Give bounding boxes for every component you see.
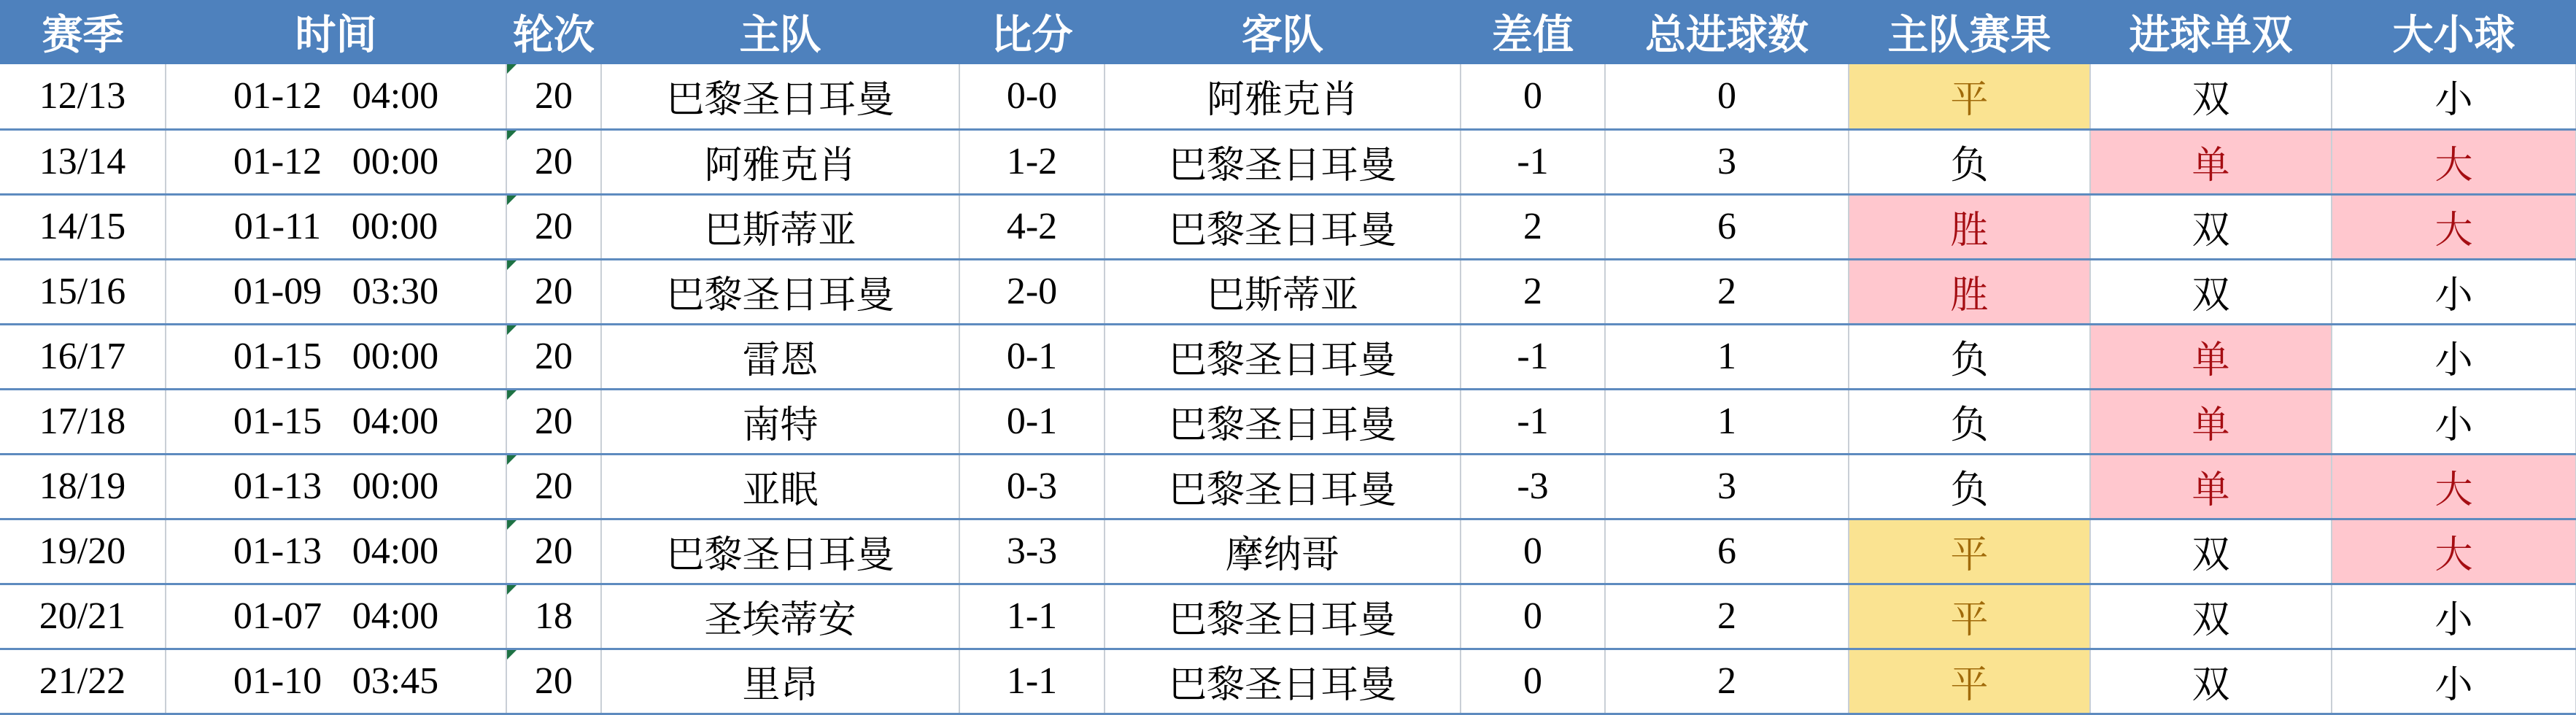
cell-result-value: 胜 <box>1950 210 1989 252</box>
cell-odd_even[interactable] <box>2090 584 2332 649</box>
cell-away-value: 巴黎圣日耳曼 <box>1168 145 1396 188</box>
cell-goals[interactable] <box>1605 519 1849 584</box>
cell-size[interactable] <box>2332 389 2576 454</box>
cell-home[interactable] <box>601 649 959 714</box>
cell-time-value: 01-12 04:00 <box>233 75 439 117</box>
cell-odd_even-value: 双 <box>2192 80 2230 122</box>
table-row <box>0 324 2576 389</box>
cell-away-value: 摩纳哥 <box>1225 535 1339 577</box>
cell-result-value: 负 <box>1950 340 1989 382</box>
cell-goals-value: 3 <box>1717 141 1736 183</box>
cell-home[interactable] <box>601 324 959 389</box>
cell-size-value: 小 <box>2434 405 2473 447</box>
cell-season[interactable] <box>0 389 166 454</box>
cell-result[interactable] <box>1849 389 2090 454</box>
cell-odd_even-value: 双 <box>2192 275 2230 317</box>
cell-diff-value: 2 <box>1523 271 1542 313</box>
number-stored-as-text-indicator-icon <box>507 196 517 205</box>
cell-result-value: 平 <box>1950 600 1989 642</box>
cell-goals-value: 0 <box>1717 75 1736 117</box>
table-row <box>0 389 2576 454</box>
column-header-round[interactable]: 轮次 <box>513 13 595 58</box>
cell-goals[interactable] <box>1605 389 1849 454</box>
cell-score[interactable] <box>959 519 1105 584</box>
cell-home[interactable] <box>601 389 959 454</box>
cell-home[interactable] <box>601 64 959 129</box>
cell-away[interactable] <box>1105 454 1461 519</box>
cell-odd_even[interactable] <box>2090 649 2332 714</box>
cell-time-value: 01-13 00:00 <box>233 465 439 508</box>
number-stored-as-text-indicator-icon <box>507 260 517 270</box>
cell-home-value: 巴黎圣日耳曼 <box>666 80 894 122</box>
cell-goals[interactable] <box>1605 64 1849 129</box>
cell-season[interactable] <box>0 519 166 584</box>
cell-diff[interactable] <box>1461 584 1605 649</box>
cell-odd_even-value: 双 <box>2192 210 2230 252</box>
cell-goals-value: 2 <box>1717 271 1736 313</box>
cell-score-value: 4-2 <box>1006 206 1058 248</box>
cell-diff[interactable] <box>1461 129 1605 194</box>
cell-season-value: 15/16 <box>39 271 126 313</box>
cell-result[interactable] <box>1849 649 2090 714</box>
cell-home-value: 巴黎圣日耳曼 <box>666 275 894 317</box>
cell-round[interactable] <box>506 519 601 584</box>
cell-home-value: 巴斯蒂亚 <box>704 210 856 252</box>
cell-season-value: 13/14 <box>39 141 126 183</box>
cell-season-value: 12/13 <box>39 75 126 117</box>
cell-odd_even-value: 双 <box>2192 535 2230 577</box>
number-stored-as-text-indicator-icon <box>507 390 517 400</box>
cell-season[interactable] <box>0 584 166 649</box>
cell-season[interactable] <box>0 649 166 714</box>
cell-score-value: 1-1 <box>1006 595 1058 638</box>
cell-home[interactable] <box>601 129 959 194</box>
cell-round[interactable] <box>506 129 601 194</box>
cell-round-value: 20 <box>535 141 573 183</box>
cell-time-value: 01-09 03:30 <box>233 271 439 313</box>
cell-odd_even[interactable] <box>2090 519 2332 584</box>
cell-goals[interactable] <box>1605 584 1849 649</box>
cell-result-value: 负 <box>1950 470 1989 512</box>
cell-size-value: 小 <box>2434 275 2473 317</box>
cell-time-value: 01-10 03:45 <box>233 660 439 703</box>
cell-away[interactable] <box>1105 584 1461 649</box>
table-row <box>0 64 2576 129</box>
cell-season-value: 14/15 <box>39 206 126 248</box>
cell-goals[interactable] <box>1605 194 1849 259</box>
cell-result[interactable] <box>1849 584 2090 649</box>
cell-round-value: 20 <box>535 401 573 443</box>
cell-odd_even-value: 双 <box>2192 600 2230 642</box>
cell-goals[interactable] <box>1605 129 1849 194</box>
cell-time-value: 01-12 00:00 <box>233 141 439 183</box>
cell-result-value: 负 <box>1950 405 1989 447</box>
cell-season[interactable] <box>0 129 166 194</box>
column-header-odd_even[interactable]: 进球单双 <box>2129 13 2293 58</box>
cell-score-value: 0-1 <box>1006 336 1058 378</box>
cell-score[interactable] <box>959 64 1105 129</box>
cell-diff-value: -1 <box>1517 336 1549 378</box>
cell-away[interactable] <box>1105 389 1461 454</box>
cell-odd_even[interactable] <box>2090 64 2332 129</box>
table-row <box>0 649 2576 714</box>
cell-season-value: 20/21 <box>39 595 126 638</box>
column-header-score[interactable]: 比分 <box>991 13 1073 58</box>
cell-round-value: 20 <box>535 336 573 378</box>
cell-away[interactable] <box>1105 519 1461 584</box>
cell-result-value: 负 <box>1950 145 1989 188</box>
cell-time-value: 01-13 04:00 <box>233 530 439 573</box>
cell-odd_even-value: 单 <box>2192 145 2230 188</box>
cell-time[interactable] <box>166 454 506 519</box>
cell-home-value: 阿雅克肖 <box>704 145 856 188</box>
cell-result-value: 平 <box>1950 535 1989 577</box>
number-stored-as-text-indicator-icon <box>507 520 517 530</box>
cell-round-value: 18 <box>535 595 573 638</box>
cell-size[interactable] <box>2332 129 2576 194</box>
cell-size[interactable] <box>2332 194 2576 259</box>
cell-goals[interactable] <box>1605 324 1849 389</box>
column-header-away[interactable]: 客队 <box>1242 13 1323 58</box>
cell-home-value: 南特 <box>742 405 819 447</box>
cell-goals-value: 6 <box>1717 530 1736 573</box>
cell-result-value: 平 <box>1950 80 1989 122</box>
cell-score-value: 0-0 <box>1006 75 1058 117</box>
cell-round[interactable] <box>506 64 601 129</box>
cell-result[interactable] <box>1849 324 2090 389</box>
cell-size-value: 大 <box>2434 470 2473 512</box>
cell-round-value: 20 <box>535 660 573 703</box>
cell-size[interactable] <box>2332 324 2576 389</box>
cell-score-value: 0-1 <box>1006 401 1058 443</box>
cell-score-value: 2-0 <box>1006 271 1058 313</box>
cell-size-value: 大 <box>2434 210 2473 252</box>
number-stored-as-text-indicator-icon <box>507 650 517 660</box>
cell-season[interactable] <box>0 64 166 129</box>
cell-goals-value: 1 <box>1717 336 1736 378</box>
cell-size[interactable] <box>2332 64 2576 129</box>
cell-time[interactable] <box>166 194 506 259</box>
cell-time-value: 01-07 04:00 <box>233 595 439 638</box>
cell-diff[interactable] <box>1461 259 1605 324</box>
cell-time[interactable] <box>166 519 506 584</box>
table-row <box>0 584 2576 649</box>
cell-diff[interactable] <box>1461 324 1605 389</box>
header-row <box>0 0 2576 64</box>
cell-result[interactable] <box>1849 454 2090 519</box>
cell-score[interactable] <box>959 454 1105 519</box>
cell-size-value: 小 <box>2434 665 2473 707</box>
cell-size[interactable] <box>2332 584 2576 649</box>
cell-round[interactable] <box>506 649 601 714</box>
cell-result-value: 平 <box>1950 665 1989 707</box>
cell-season-value: 17/18 <box>39 401 126 443</box>
cell-away[interactable] <box>1105 259 1461 324</box>
cell-home-value: 亚眠 <box>742 470 819 512</box>
cell-away-value: 巴黎圣日耳曼 <box>1168 470 1396 512</box>
cell-time[interactable] <box>166 649 506 714</box>
cell-diff-value: 0 <box>1523 595 1542 638</box>
cell-size-value: 小 <box>2434 600 2473 642</box>
cell-season-value: 21/22 <box>39 660 126 703</box>
table-row <box>0 194 2576 259</box>
cell-size[interactable] <box>2332 259 2576 324</box>
cell-season-value: 19/20 <box>39 530 126 573</box>
number-stored-as-text-indicator-icon <box>507 64 517 74</box>
column-header-goals[interactable]: 总进球数 <box>1645 13 1809 58</box>
cell-time[interactable] <box>166 389 506 454</box>
cell-diff[interactable] <box>1461 194 1605 259</box>
cell-result-value: 胜 <box>1950 275 1989 317</box>
cell-diff[interactable] <box>1461 64 1605 129</box>
table-row <box>0 519 2576 584</box>
cell-goals-value: 2 <box>1717 595 1736 638</box>
cell-diff[interactable] <box>1461 389 1605 454</box>
cell-away-value: 阿雅克肖 <box>1206 80 1358 122</box>
cell-time[interactable] <box>166 64 506 129</box>
column-header-size[interactable]: 大小球 <box>2392 13 2515 58</box>
cell-diff-value: 0 <box>1523 530 1542 573</box>
number-stored-as-text-indicator-icon <box>507 455 517 465</box>
cell-home-value: 圣埃蒂安 <box>704 600 856 642</box>
cell-home[interactable] <box>601 519 959 584</box>
cell-away-value: 巴黎圣日耳曼 <box>1168 340 1396 382</box>
cell-season[interactable] <box>0 194 166 259</box>
cell-result[interactable] <box>1849 129 2090 194</box>
cell-round-value: 20 <box>535 465 573 508</box>
cell-score-value: 0-3 <box>1006 465 1058 508</box>
cell-away-value: 巴斯蒂亚 <box>1206 275 1358 317</box>
cell-season-value: 16/17 <box>39 336 126 378</box>
cell-diff-value: 0 <box>1523 75 1542 117</box>
cell-round-value: 20 <box>535 206 573 248</box>
cell-time[interactable] <box>166 584 506 649</box>
cell-goals-value: 1 <box>1717 401 1736 443</box>
cell-round[interactable] <box>506 259 601 324</box>
cell-size[interactable] <box>2332 519 2576 584</box>
cell-season[interactable] <box>0 259 166 324</box>
cell-diff[interactable] <box>1461 649 1605 714</box>
cell-size[interactable] <box>2332 454 2576 519</box>
cell-away[interactable] <box>1105 324 1461 389</box>
cell-season[interactable] <box>0 454 166 519</box>
cell-odd_even-value: 单 <box>2192 340 2230 382</box>
cell-round[interactable] <box>506 194 601 259</box>
cell-goals[interactable] <box>1605 649 1849 714</box>
cell-time-value: 01-15 00:00 <box>233 336 439 378</box>
cell-score[interactable] <box>959 324 1105 389</box>
cell-away[interactable] <box>1105 64 1461 129</box>
cell-home-value: 巴黎圣日耳曼 <box>666 535 894 577</box>
cell-goals[interactable] <box>1605 454 1849 519</box>
cell-round-value: 20 <box>535 271 573 313</box>
cell-diff[interactable] <box>1461 519 1605 584</box>
number-stored-as-text-indicator-icon <box>507 585 517 595</box>
number-stored-as-text-indicator-icon <box>507 325 517 335</box>
cell-result[interactable] <box>1849 519 2090 584</box>
cell-round[interactable] <box>506 324 601 389</box>
cell-away-value: 巴黎圣日耳曼 <box>1168 210 1396 252</box>
column-header-result[interactable]: 主队赛果 <box>1887 13 2051 58</box>
table-row <box>0 129 2576 194</box>
cell-odd_even-value: 双 <box>2192 665 2230 707</box>
table-row <box>0 259 2576 324</box>
cell-result[interactable] <box>1849 64 2090 129</box>
cell-round-value: 20 <box>535 530 573 573</box>
cell-odd_even[interactable] <box>2090 324 2332 389</box>
cell-odd_even[interactable] <box>2090 259 2332 324</box>
cell-result[interactable] <box>1849 194 2090 259</box>
cell-away[interactable] <box>1105 129 1461 194</box>
cell-time[interactable] <box>166 259 506 324</box>
cell-time-value: 01-15 04:00 <box>233 401 439 443</box>
cell-goals-value: 3 <box>1717 465 1736 508</box>
cell-size-value: 大 <box>2434 535 2473 577</box>
number-stored-as-text-indicator-icon <box>507 131 517 140</box>
cell-season[interactable] <box>0 324 166 389</box>
cell-score[interactable] <box>959 584 1105 649</box>
cell-score[interactable] <box>959 389 1105 454</box>
cell-size-value: 小 <box>2434 80 2473 122</box>
cell-odd_even[interactable] <box>2090 194 2332 259</box>
cell-size-value: 小 <box>2434 340 2473 382</box>
cell-odd_even[interactable] <box>2090 389 2332 454</box>
cell-score[interactable] <box>959 129 1105 194</box>
column-header-home[interactable]: 主队 <box>739 13 821 58</box>
cell-season-value: 18/19 <box>39 465 126 508</box>
cell-diff-value: -1 <box>1517 141 1549 183</box>
cell-time[interactable] <box>166 129 506 194</box>
cell-home-value: 里昂 <box>742 665 819 707</box>
cell-goals[interactable] <box>1605 259 1849 324</box>
cell-round-value: 20 <box>535 75 573 117</box>
cell-away[interactable] <box>1105 649 1461 714</box>
cell-diff-value: -3 <box>1517 465 1549 508</box>
cell-score[interactable] <box>959 259 1105 324</box>
cell-size[interactable] <box>2332 649 2576 714</box>
cell-odd_even-value: 单 <box>2192 470 2230 512</box>
cell-away-value: 巴黎圣日耳曼 <box>1168 665 1396 707</box>
cell-score-value: 3-3 <box>1006 530 1058 573</box>
cell-odd_even[interactable] <box>2090 454 2332 519</box>
column-header-season[interactable]: 赛季 <box>42 13 124 58</box>
cell-home[interactable] <box>601 194 959 259</box>
cell-round[interactable] <box>506 584 601 649</box>
cell-score-value: 1-2 <box>1006 141 1058 183</box>
cell-diff[interactable] <box>1461 454 1605 519</box>
cell-result[interactable] <box>1849 259 2090 324</box>
cell-home[interactable] <box>601 259 959 324</box>
column-header-diff[interactable]: 差值 <box>1492 13 1574 58</box>
cell-time-value: 01-11 00:00 <box>233 206 438 248</box>
cell-away-value: 巴黎圣日耳曼 <box>1168 405 1396 447</box>
cell-goals-value: 6 <box>1717 206 1736 248</box>
cell-score[interactable] <box>959 649 1105 714</box>
cell-score[interactable] <box>959 194 1105 259</box>
cell-diff-value: 2 <box>1523 206 1542 248</box>
cell-round[interactable] <box>506 454 601 519</box>
cell-size-value: 大 <box>2434 145 2473 188</box>
cell-home[interactable] <box>601 584 959 649</box>
cell-diff-value: 0 <box>1523 660 1542 703</box>
cell-home[interactable] <box>601 454 959 519</box>
cell-home-value: 雷恩 <box>742 340 819 382</box>
cell-odd_even-value: 单 <box>2192 405 2230 447</box>
cell-goals-value: 2 <box>1717 660 1736 703</box>
cell-diff-value: -1 <box>1517 401 1549 443</box>
cell-score-value: 1-1 <box>1006 660 1058 703</box>
cell-round[interactable] <box>506 389 601 454</box>
cell-time[interactable] <box>166 324 506 389</box>
cell-away[interactable] <box>1105 194 1461 259</box>
table-row <box>0 454 2576 519</box>
cell-odd_even[interactable] <box>2090 129 2332 194</box>
cell-away-value: 巴黎圣日耳曼 <box>1168 600 1396 642</box>
column-header-time[interactable]: 时间 <box>295 13 377 58</box>
